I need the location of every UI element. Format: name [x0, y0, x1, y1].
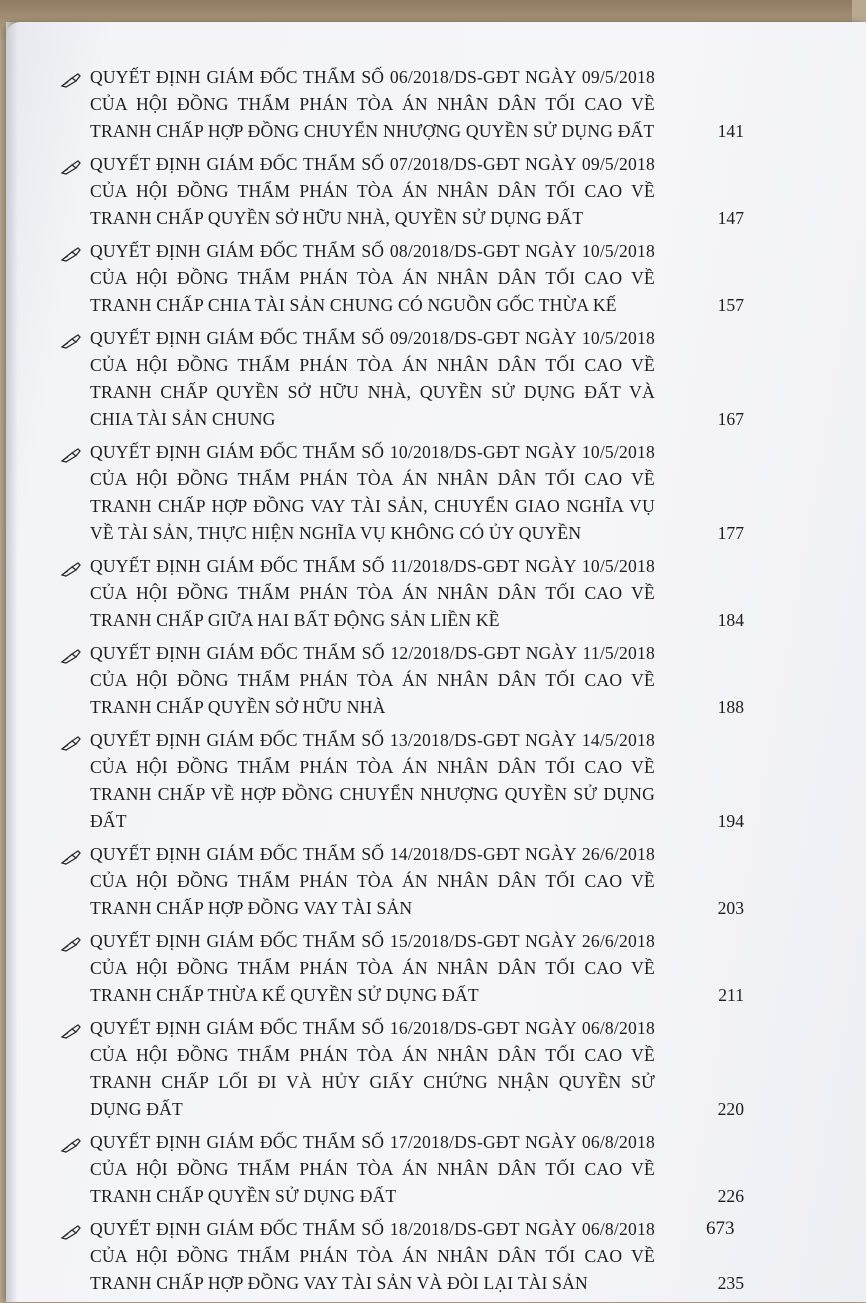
toc-entry-page-number: 167: [717, 409, 744, 429]
pen-nib-icon: [60, 246, 82, 262]
toc-entry-2: [60, 151, 750, 232]
page-number: 673: [706, 1218, 735, 1239]
pen-nib-icon: [60, 447, 82, 463]
pen-nib-icon: [60, 72, 82, 88]
toc-entry-title: QUYẾT ĐỊNH GIÁM ĐỐC THẨM SỐ 10/2018/DS-GĐT NGÀY 10/5/2018 CỦA HỘI ĐỒNG THẨM PHÁN TÒA ÁN NHÂN DÂN TỐI CAO VỀ TRANH CHẤP HỢP ĐỒNG VAY TÀI SẢN, CHUYỂN GIAO NGHĨA VỤ VỀ TÀI SẢN, THỰC HIỆN NGHĨA VỤ KHÔNG CÓ ỦY QUYỀN: [90, 442, 655, 543]
toc-entry-page-number: 194: [717, 811, 744, 831]
toc-entry-page-number: 220: [717, 1099, 744, 1119]
pen-nib-icon: [60, 849, 82, 865]
toc-entry-page-number: 184: [717, 610, 744, 630]
toc-entry-7: [60, 640, 750, 721]
toc-entry-11: [60, 1015, 750, 1123]
toc-entry-title: QUYẾT ĐỊNH GIÁM ĐỐC THẨM SỐ 14/2018/DS-GĐT NGÀY 26/6/2018 CỦA HỘI ĐỒNG THẨM PHÁN TÒA ÁN NHÂN DÂN TỐI CAO VỀ TRANH CHẤP HỢP ĐỒNG VAY TÀI SẢN: [90, 844, 655, 918]
toc-entry-page-number: 226: [717, 1186, 744, 1206]
toc-entry-title: QUYẾT ĐỊNH GIÁM ĐỐC THẨM SỐ 06/2018/DS-GĐT NGÀY 09/5/2018 CỦA HỘI ĐỒNG THẨM PHÁN TÒA ÁN NHÂN DÂN TỐI CAO VỀ TRANH CHẤP HỢP ĐỒNG CHUYỂN NHƯỢNG QUYỀN SỬ DỤNG ĐẤT: [90, 67, 655, 141]
toc-entry-1: [60, 64, 750, 145]
toc-entry-10: [60, 928, 750, 1009]
toc-entry-page-number: 203: [717, 898, 744, 918]
toc-entry-page-number: 157: [717, 295, 744, 315]
toc-entry-page-number: 211: [718, 985, 744, 1005]
toc-entry-title: QUYẾT ĐỊNH GIÁM ĐỐC THẨM SỐ 13/2018/DS-GĐT NGÀY 14/5/2018 CỦA HỘI ĐỒNG THẨM PHÁN TÒA ÁN NHÂN DÂN TỐI CAO VỀ TRANH CHẤP VỀ HỢP ĐỒNG CHUYỂN NHƯỢNG QUYỀN SỬ DỤNG ĐẤT: [90, 730, 655, 831]
pen-nib-icon: [60, 333, 82, 349]
toc-entry-title: QUYẾT ĐỊNH GIÁM ĐỐC THẨM SỐ 16/2018/DS-GĐT NGÀY 06/8/2018 CỦA HỘI ĐỒNG THẨM PHÁN TÒA ÁN NHÂN DÂN TỐI CAO VỀ TRANH CHẤP LỐI ĐI VÀ HỦY GIẤY CHỨNG NHẬN QUYỀN SỬ DỤNG ĐẤT: [90, 1018, 655, 1119]
toc-entry-5: [60, 439, 750, 547]
pen-nib-icon: [60, 648, 82, 664]
toc-entry-page-number: 147: [717, 208, 744, 228]
toc-entry-page-number: 235: [717, 1273, 744, 1293]
table-of-contents: [60, 64, 750, 1303]
toc-entry-title: QUYẾT ĐỊNH GIÁM ĐỐC THẨM SỐ 07/2018/DS-GĐT NGÀY 09/5/2018 CỦA HỘI ĐỒNG THẨM PHÁN TÒA ÁN NHÂN DÂN TỐI CAO VỀ TRANH CHẤP QUYỀN SỞ HỮU NHÀ, QUYỀN SỬ DỤNG ĐẤT: [90, 154, 655, 228]
pen-nib-icon: [60, 159, 82, 175]
toc-entry-page-number: 177: [717, 523, 744, 543]
toc-entry-8: [60, 727, 750, 835]
pen-nib-icon: [60, 735, 82, 751]
toc-entry-title: QUYẾT ĐỊNH GIÁM ĐỐC THẨM SỐ 18/2018/DS-GĐT NGÀY 06/8/2018 CỦA HỘI ĐỒNG THẨM PHÁN TÒA ÁN NHÂN DÂN TỐI CAO VỀ TRANH CHẤP HỢP ĐỒNG VAY TÀI SẢN VÀ ĐÒI LẠI TÀI SẢN: [90, 1219, 655, 1293]
toc-entry-title: QUYẾT ĐỊNH GIÁM ĐỐC THẨM SỐ 17/2018/DS-GĐT NGÀY 06/8/2018 CỦA HỘI ĐỒNG THẨM PHÁN TÒA ÁN NHÂN DÂN TỐI CAO VỀ TRANH CHẤP QUYỀN SỬ DỤNG ĐẤT: [90, 1132, 655, 1206]
pen-nib-icon: [60, 1224, 82, 1240]
toc-entry-title: QUYẾT ĐỊNH GIÁM ĐỐC THẨM SỐ 12/2018/DS-GĐT NGÀY 11/5/2018 CỦA HỘI ĐỒNG THẨM PHÁN TÒA ÁN NHÂN DÂN TỐI CAO VỀ TRANH CHẤP QUYỀN SỞ HỮU NHÀ: [90, 643, 655, 717]
toc-entry-4: [60, 325, 750, 433]
toc-entry-13: [60, 1216, 750, 1297]
toc-entry-page-number: 141: [717, 121, 744, 141]
pen-nib-icon: [60, 936, 82, 952]
toc-entry-12: [60, 1129, 750, 1210]
toc-entry-9: [60, 841, 750, 922]
toc-entry-title: QUYẾT ĐỊNH GIÁM ĐỐC THẨM SỐ 08/2018/DS-GĐT NGÀY 10/5/2018 CỦA HỘI ĐỒNG THẨM PHÁN TÒA ÁN NHÂN DÂN TỐI CAO VỀ TRANH CHẤP CHIA TÀI SẢN CHUNG CÓ NGUỒN GỐC THỪA KẾ: [90, 241, 655, 315]
pen-nib-icon: [60, 1137, 82, 1153]
book-page: [6, 22, 866, 1302]
toc-entry-3: [60, 238, 750, 319]
toc-entry-title: QUYẾT ĐỊNH GIÁM ĐỐC THẨM SỐ 11/2018/DS-GĐT NGÀY 10/5/2018 CỦA HỘI ĐỒNG THẨM PHÁN TÒA ÁN NHÂN DÂN TỐI CAO VỀ TRANH CHẤP GIỮA HAI BẤT ĐỘNG SẢN LIỀN KỀ: [90, 556, 655, 630]
pen-nib-icon: [60, 1023, 82, 1039]
toc-entry-title: QUYẾT ĐỊNH GIÁM ĐỐC THẨM SỐ 15/2018/DS-GĐT NGÀY 26/6/2018 CỦA HỘI ĐỒNG THẨM PHÁN TÒA ÁN NHÂN DÂN TỐI CAO VỀ TRANH CHẤP THỪA KẾ QUYỀN SỬ DỤNG ĐẤT: [90, 931, 655, 1005]
page-gutter-shadow: [6, 22, 18, 1302]
toc-entry-page-number: 188: [717, 697, 744, 717]
toc-entry-title: QUYẾT ĐỊNH GIÁM ĐỐC THẨM SỐ 09/2018/DS-GĐT NGÀY 10/5/2018 CỦA HỘI ĐỒNG THẨM PHÁN TÒA ÁN NHÂN DÂN TỐI CAO VỀ TRANH CHẤP QUYỀN SỞ HỮU NHÀ, QUYỀN SỬ DỤNG ĐẤT VÀ CHIA TÀI SẢN CHUNG: [90, 328, 655, 429]
pen-nib-icon: [60, 561, 82, 577]
toc-entry-6: [60, 553, 750, 634]
